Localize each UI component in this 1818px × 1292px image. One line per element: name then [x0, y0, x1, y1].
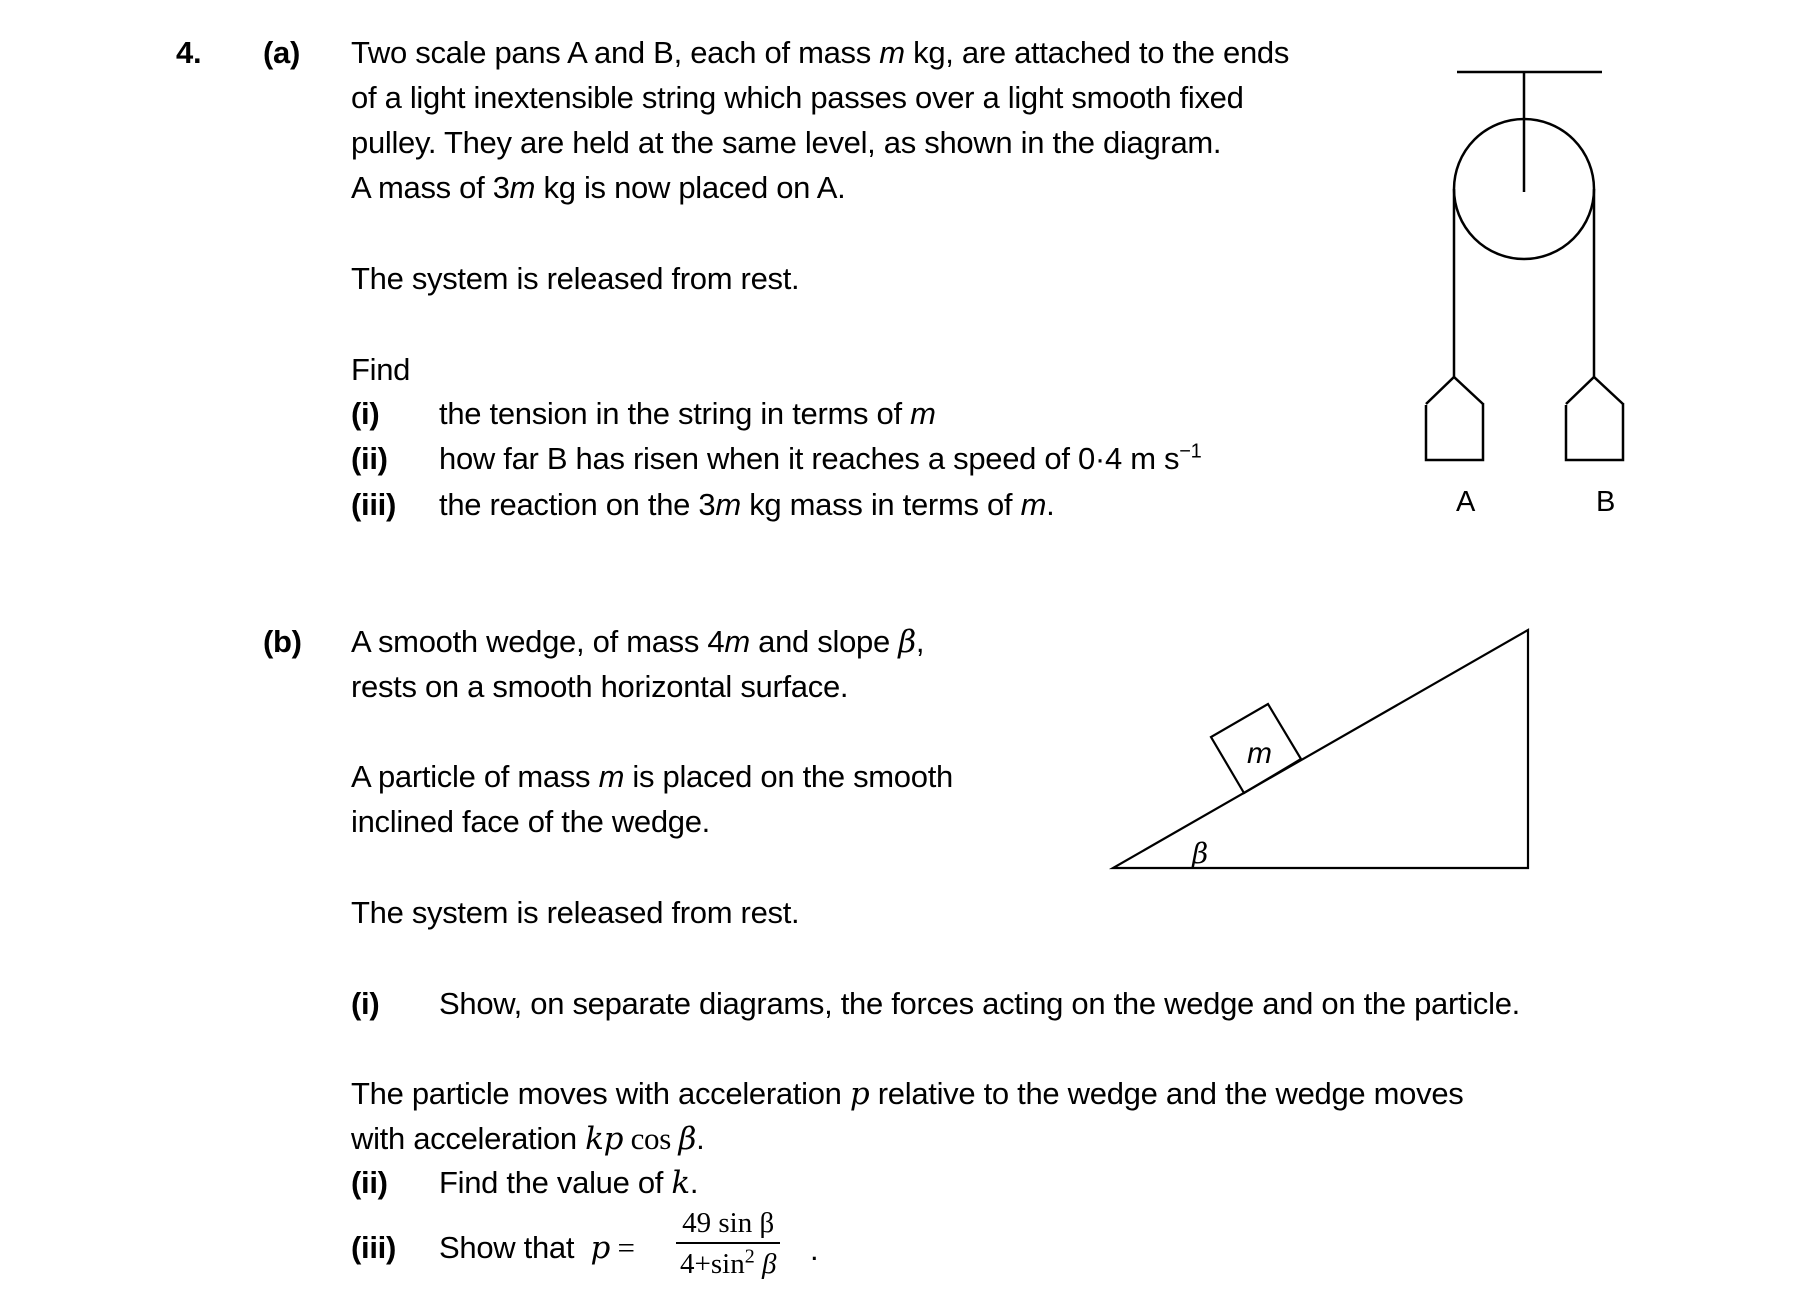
- symbol-beta: β: [898, 624, 916, 660]
- part-a-item-i-label: (i): [351, 396, 380, 431]
- fraction: [676, 1204, 780, 1284]
- part-b-item-ii-label: (ii): [351, 1165, 388, 1200]
- pan-b: [1566, 403, 1623, 460]
- part-b-item-i-text: Show, on separate diagrams, the forces acting on the wedge and on the particle.: [439, 986, 1520, 1021]
- text: and slope: [749, 624, 899, 659]
- variable-m: m: [724, 624, 750, 659]
- equals-sign: =: [610, 1230, 635, 1265]
- text: .: [689, 1165, 699, 1200]
- text: β: [754, 1248, 777, 1280]
- cos-function: cos: [623, 1121, 679, 1156]
- superscript: 2: [744, 1245, 755, 1268]
- part-a-item-ii-text: [439, 441, 1201, 477]
- variable-p: p: [590, 1230, 611, 1266]
- text: A particle of mass: [351, 759, 599, 794]
- question-number: 4.: [176, 35, 202, 70]
- variable-p: p: [849, 1076, 870, 1112]
- part-b-item-iii-label: (iii): [351, 1230, 396, 1265]
- variable-kp: kp: [585, 1121, 624, 1157]
- variable-m: m: [598, 759, 625, 794]
- text: .: [1046, 487, 1055, 522]
- fraction-denominator: [676, 1244, 780, 1284]
- part-b-item-iii-text: [439, 1230, 635, 1266]
- part-a-release: The system is released from rest.: [351, 261, 800, 296]
- part-b-line-4: inclined face of the wedge.: [351, 804, 710, 839]
- pan-a-hanger: [1426, 377, 1483, 404]
- wedge: [1113, 630, 1528, 868]
- pan-a-label: A: [1456, 486, 1476, 518]
- text: the tension in the string in terms of: [439, 396, 911, 431]
- pan-a: [1426, 403, 1483, 460]
- part-a-intro-line-3: pulley. They are held at the same level, as shown in the diagram.: [351, 125, 1222, 160]
- part-a-intro-line-4: [351, 170, 845, 206]
- part-b-line-1: [351, 624, 924, 660]
- part-b-release: The system is released from rest.: [351, 895, 800, 930]
- part-a-intro-line-2: of a light inextensible string which passes over a light smooth fixed: [351, 80, 1244, 115]
- variable-k: k: [671, 1165, 690, 1201]
- part-b-line-3: [351, 759, 953, 795]
- text: .: [696, 1121, 705, 1156]
- text: how far B has risen when it reaches a speed of 0·4 m s: [439, 441, 1180, 476]
- part-a-item-iii-label: (iii): [351, 487, 396, 522]
- wedge-angle-label: β: [1192, 837, 1208, 870]
- part-b-line-2: rests on a smooth horizontal surface.: [351, 669, 849, 704]
- part-b-accel-line-2: [351, 1121, 704, 1157]
- variable-m: m: [509, 170, 536, 205]
- text: Show that: [439, 1230, 583, 1265]
- variable-m: m: [910, 396, 936, 431]
- variable-m: m: [1020, 487, 1047, 522]
- fraction-numerator: 49 sin β: [676, 1204, 780, 1244]
- part-a-label: (a): [263, 35, 300, 70]
- text: The particle moves with acceleration: [351, 1076, 850, 1111]
- text: kg, are attached to the ends: [904, 35, 1290, 70]
- text: the reaction on the 3: [439, 487, 716, 522]
- part-b-item-i-label: (i): [351, 986, 380, 1021]
- pulley-wheel: [1454, 119, 1594, 259]
- text: A smooth wedge, of mass 4: [351, 624, 725, 659]
- part-a-find: Find: [351, 352, 411, 387]
- text: kg mass in terms of: [740, 487, 1021, 522]
- part-a-item-i-text: [439, 396, 936, 432]
- pan-b-hanger: [1566, 377, 1623, 404]
- text: with acceleration: [351, 1121, 586, 1156]
- text: kg is now placed on A.: [535, 170, 846, 205]
- part-b-item-ii-text: [439, 1165, 698, 1201]
- text: is placed on the smooth: [624, 759, 953, 794]
- fraction-period: .: [810, 1232, 819, 1267]
- part-a-intro-line-1: [351, 35, 1289, 71]
- variable-m: m: [715, 487, 741, 522]
- part-b-accel-line-1: [351, 1076, 1463, 1112]
- part-a-item-iii-text: [439, 487, 1054, 523]
- text: Find the value of: [439, 1165, 672, 1200]
- symbol-beta: β: [678, 1121, 697, 1157]
- part-a-item-ii-label: (ii): [351, 441, 388, 476]
- text: Two scale pans A and B, each of mass: [351, 35, 880, 70]
- text: ,: [915, 624, 925, 659]
- part-b-label: (b): [263, 624, 302, 659]
- text: 4+sin: [680, 1248, 745, 1280]
- text: relative to the wedge and the wedge moves: [869, 1076, 1464, 1111]
- variable-m: m: [879, 35, 905, 70]
- pan-b-label: B: [1596, 486, 1616, 518]
- particle-mass-label: m: [1247, 737, 1272, 770]
- text: A mass of 3: [351, 170, 510, 205]
- superscript: −1: [1179, 440, 1202, 463]
